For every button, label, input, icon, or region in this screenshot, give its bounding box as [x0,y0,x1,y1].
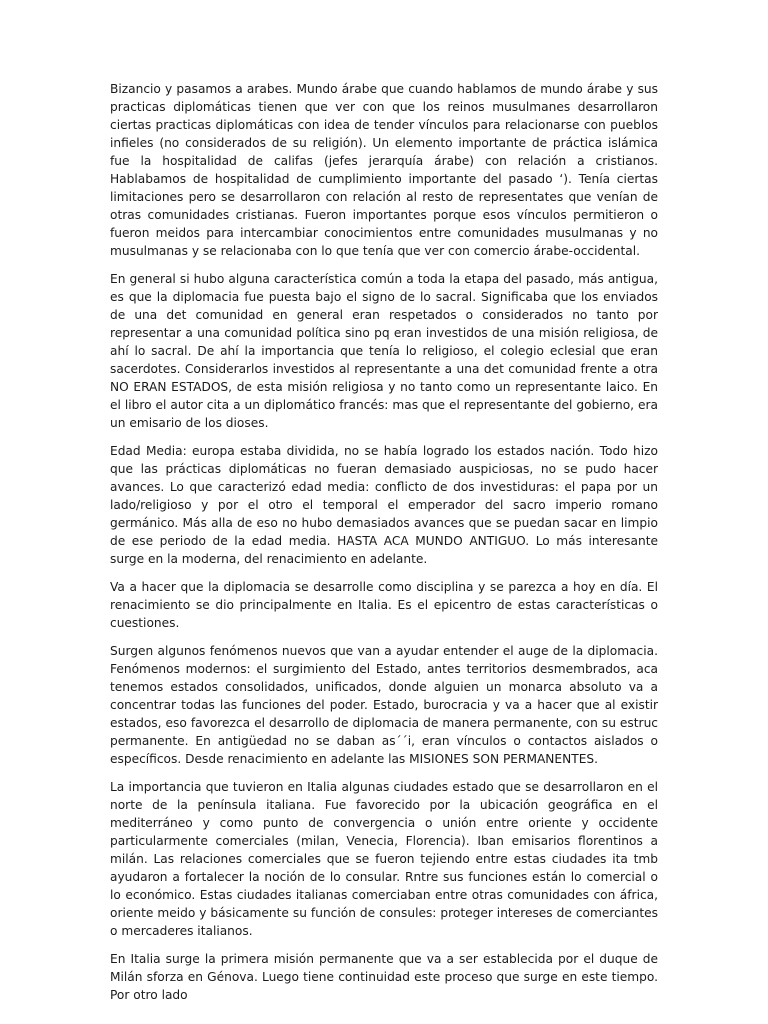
paragraph-renacimiento-italia: Va a hacer que la diplomacia se desarrolle como disciplina y se parezca a hoy en día. El renacimiento se dio principalmente en Italia. Es el epicentro de estas características o cuestiones. [110,580,658,630]
paragraph-bizancio-mundo-arabe: Bizancio y pasamos a arabes. Mundo árabe que cuando hablamos de mundo árabe y sus practicas diplomáticas tienen que ver con que los reinos musulmanes desarrollaron ciertas practicas diplomáticas con idea de tender vínculos para relacionarse con pueblos infieles (no considerados de su religión). Un elemento importante de práctica islámica fue la hospitalidad de califas (jefes jerarquía árabe) con relación a cristianos. Hablabamos de hospitalidad de cumplimiento importante del pasado ‘). Tenía ciertas limitaciones pero se desarrollaron con relación al resto de representates que venían de otras comunidades cristianas. Fueron importantes porque esos vínculos permitieron o fueron meidos para intercambiar conocimientos entre comunidades musulmanas y no musulmanas y se relacionaba con lo que tenía que ver con comercio árabe-occidental. [110,82,658,258]
paragraph-signo-sacral: En general si hubo alguna característica común a toda la etapa del pasado, más antigua, es que la diplomacia fue puesta bajo el signo de lo sacral. Significaba que los enviados de una det comunidad en general eran respetados o considerados no tanto por representar a una comunidad política sino pq eran investidos de una misión religiosa, de ahí lo sacral. De ahí la importancia que tenía lo religioso, el colegio eclesial que eran sacerdotes. Considerarlos investidos al representante a una det comunidad frente a otra NO ERAN ESTADOS, de esta misión religiosa y no tanto como un representante laico. En el libro el autor cita a un diplomático francés: mas que el representante del gobierno, era un emisario de los dioses. [110,272,658,430]
paragraph-edad-media: Edad Media: europa estaba dividida, no se había logrado los estados nación. Todo hizo que las prácticas diplomáticas no fueran demasiado auspiciosas, no se pudo hacer avances. Lo que caracterizó edad media: conflicto de dos investiduras: el papa por un lado/religioso y por el otro el temporal el emperador del sacro imperio romano germánico. Más alla de eso no hubo demasiados avances que se puedan sacar en limpio de ese periodo de la edad media. HASTA ACA MUNDO ANTIGUO. Lo más interesante surge en la moderna, del renacimiento en adelante. [110,444,658,566]
paragraph-ciudades-estado: La importancia que tuvieron en Italia algunas ciudades estado que se desarrollaron en el norte de la península italiana. Fue favorecido por la ubicación geográfica en el mediterráneo y como punto de convergencia o unión entre oriente y occidente particularmente comerciales (milan, Venecia, Florencia). Iban emisarios florentinos a milán. Las relaciones comerciales que se fueron tejiendo entre estas ciudades ita tmb ayudaron a fortalecer la noción de lo consular. Rntre sus funciones están lo comercial o lo económico. Estas ciudades italianas comerciaban entre otras comunidades con áfrica, oriente meido y básicamente su función de consules: proteger intereses de comerciantes o mercaderes italianos. [110,780,658,938]
paragraph-fenomenos-modernos: Surgen algunos fenómenos nuevos que van a ayudar entender el auge de la diplomacia. Fenómenos modernos: el surgimiento del Estado, antes territorios desmembrados, aca tenemos estados consolidados, unificados, donde alguien un monarca absoluto va a concentrar todas las funciones del poder. Estado, burocracia y va a hacer que al existir estados, eso favorezca el desarrollo de diplomacia de manera permanente, con su estruc permanente. En antigüedad no se daban as´´i, eran vínculos o contactos aislados o específicos. Desde renacimiento en adelante las MISIONES SON PERMANENTES. [110,644,658,766]
paragraph-mision-permanente: En Italia surge la primera misión permanente que va a ser establecida por el duque de Milán sforza en Génova. Luego tiene continuidad este proceso que surge en este tiempo. Por otro lado [110,952,658,1002]
document-page [110,80,658,1014]
